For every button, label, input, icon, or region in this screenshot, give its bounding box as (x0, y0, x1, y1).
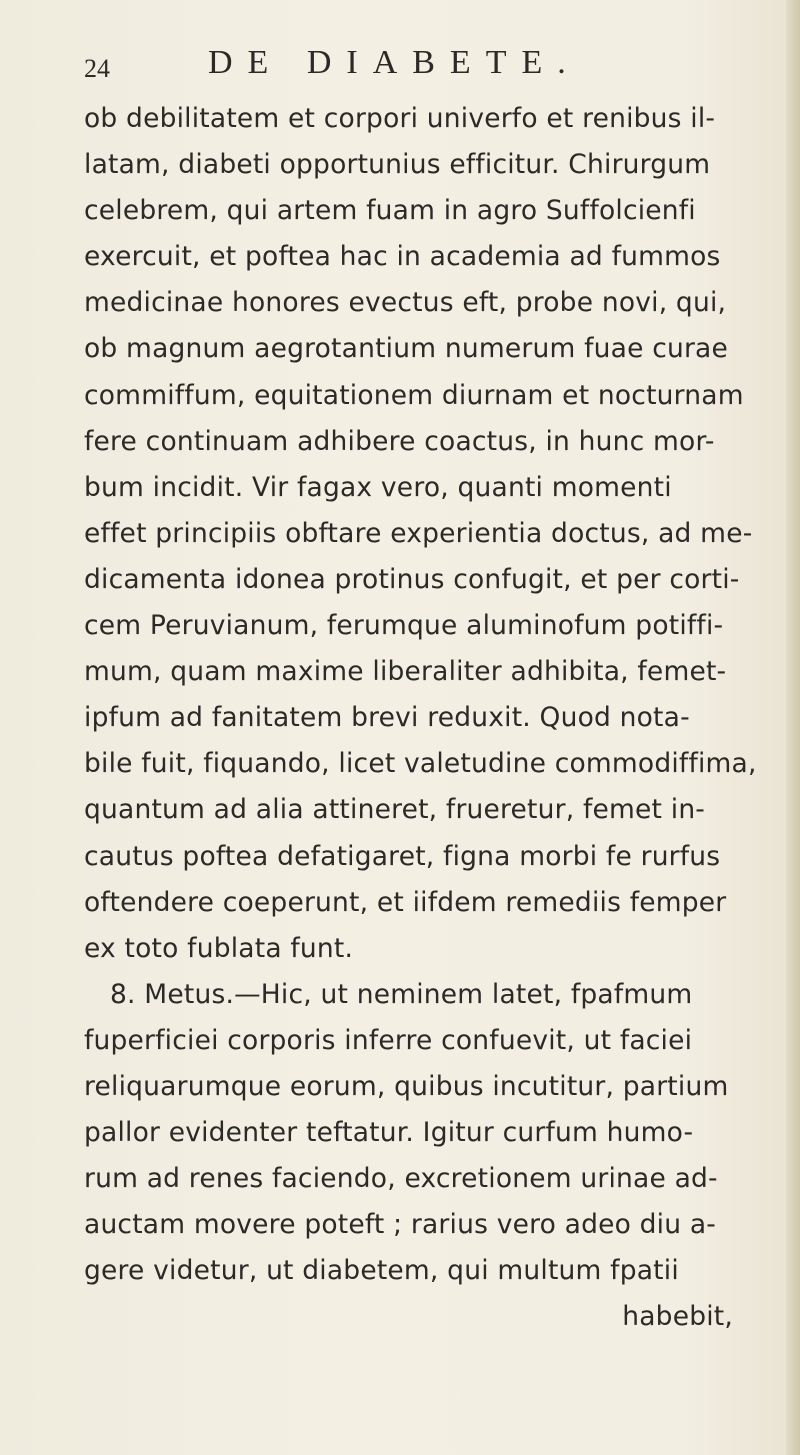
text-line: effet principiis obftare experientia doctus, ad me- (84, 517, 753, 549)
text-line: gere videtur, ut diabetem, qui multum fpatii (84, 1255, 679, 1287)
text-line: latam, diabeti opportunius efficitur. Chirurgum (84, 149, 711, 181)
text-line: ob debilitatem et corpori univerfo et renibus il- (84, 103, 716, 134)
running-title: DE DIABETE. (208, 44, 581, 81)
page-number: 24 (84, 54, 110, 83)
text-line: pallor evidenter teftatur. Igitur curfum humo- (84, 1117, 694, 1149)
text-line: cem Peruvianum, ferumque aluminofum potiffi- (84, 610, 724, 642)
text-line: bum incidit. Vir fagax vero, quanti momenti (84, 471, 672, 503)
text-line: dicamenta idonea protinus confugit, et per corti- (84, 563, 740, 595)
page-header (84, 44, 684, 88)
text-line: ex toto fublata funt. (84, 932, 354, 964)
text-line: fuperficiei corporis inferre confuevit, ut faciei (84, 1024, 693, 1056)
text-line: 8. Metus.—Hic, ut neminem latet, fpafmum (110, 978, 693, 1010)
text-line: rum ad renes faciendo, excretionem urinae ad- (84, 1163, 718, 1195)
catchword: habebit, (622, 1301, 733, 1333)
text-line: quantum ad alia attineret, frueretur, femet in- (84, 794, 706, 826)
text-line: reliquarumque eorum, quibus incutitur, partium (84, 1070, 729, 1102)
text-line: medicinae honores evectus eft, probe novi, qui, (84, 287, 727, 319)
text-line: oftendere coeperunt, et iifdem remediis femper (84, 886, 727, 918)
text-line: mum, quam maxime liberaliter adhibita, femet- (84, 656, 727, 688)
text-line: fere continuam adhibere coactus, in hunc mor- (84, 425, 715, 457)
text-line: celebrem, qui artem fuam in agro Suffolcienfi (84, 195, 696, 227)
body-text (84, 96, 789, 1341)
text-line: bile fuit, fiquando, licet valetudine commodiffima, (84, 748, 757, 780)
text-line: commiffum, equitationem diurnam et nocturnam (84, 379, 744, 411)
text-line: cautus poftea defatigaret, figna morbi fe rurfus (84, 840, 721, 872)
text-line: exercuit, et poftea hac in academia ad fummos (84, 241, 721, 273)
text-line: ipfum ad fanitatem brevi reduxit. Quod nota- (84, 702, 690, 734)
text-line: auctam movere poteft ; rarius vero adeo diu a- (84, 1209, 717, 1241)
text-line: ob magnum aegrotantium numerum fuae curae (84, 333, 728, 365)
